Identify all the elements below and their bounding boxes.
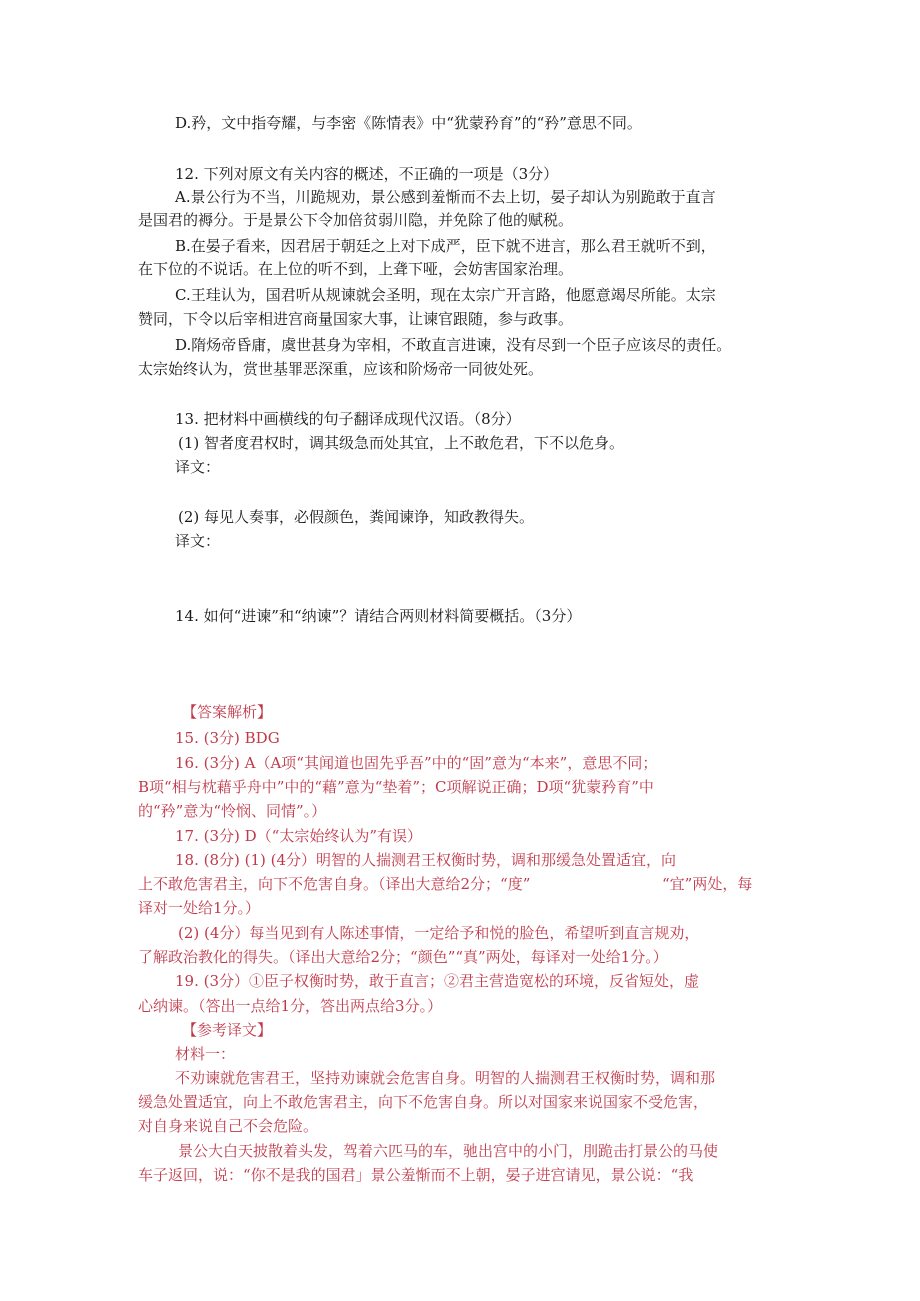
answer-18-part2-line2: 了解政治教化的得失。（译出大意给2分；“颜色”“真”两处，每译对一处给1分。）: [138, 948, 668, 966]
q13-translation-label-1: 译文：: [175, 458, 221, 476]
q13-stem: 13. 把材料中画横线的句子翻译成现代汉语。（8分）: [175, 410, 521, 428]
q13-sentence-2: (2) 每见人奏事，必假颜色，粪闻谏诤，知政教得失。: [178, 508, 535, 526]
q12-option-b-line1: B.在晏子看来，因君居于朝廷之上对下成严，臣下就不进言，那么君王就听不到，: [175, 237, 716, 255]
translation-p2-line2: 车子返回，说：“你不是我的国君」景公羞惭而不上朝，晏子进宫请见，景公说：“我: [138, 1166, 694, 1184]
answer-16-line2: B项“相与枕藉乎舟中”中的“藉”意为“垫着”；C项解说正确；D项“犹蒙矜育”中: [138, 778, 654, 796]
translation-header: 【参考译文】: [182, 1021, 273, 1039]
answer-16-line3: 的“矜”意为“怜悯、同情”。）: [138, 802, 327, 820]
answer-15: 15. (3分) BDG: [175, 729, 280, 747]
q12-option-a-line1: A.景公行为不当，川跪规劝，景公感到羞惭而不去上切，晏子却认为别跪敢于直言: [175, 188, 716, 206]
q13-translation-label-2: 译文：: [175, 532, 221, 550]
answer-19-line1: 19. (3分）①臣子权衡时势，敢于直言；②君主营造宽松的环境，反省短处，虚: [175, 972, 700, 990]
q14-stem: 14. 如何“进谏”和“纳谏”？请结合两则材料简要概括。（3分）: [175, 607, 582, 625]
q13-sentence-1: (1) 智者度君权时，调其级急而处其宜，上不敢危君，下不以危身。: [178, 434, 625, 452]
q12-option-a-line2: 是国君的褥分。于是景公下令加倍贫弱川隐，并免除了他的赋税。: [138, 211, 574, 229]
translation-p1-line2: 缓急处置适宜，向上不敢危害君主，向下不危害自身。所以对国家来说国家不受危害，: [138, 1093, 709, 1111]
q12-option-c-line1: C.王珪认为，国君听从规谏就会圣明，现在太宗广开言路，他愿意竭尽所能。太宗: [175, 286, 716, 304]
q12-option-b-line2: 在下位的不说话。在上位的听不到，上聋下哑，会妨害国家治理。: [138, 260, 574, 278]
q12-option-c-line2: 赞同，下令以后宰相进宫商量国家大事，让谏官跟随，参与政事。: [138, 310, 574, 328]
answer-18-line1: 18. (8分) (1) (4分）明智的人揣测君王权衡时势，调和那缓急处置适宜，向: [175, 851, 677, 869]
answer-19-line2: 心纳谏。（答出一点给1分，答出两点给3分。）: [138, 997, 443, 1015]
answer-17: 17. (3分) D（“太宗始终认为”有误）: [175, 827, 423, 845]
answer-18-line2b: “宜”两处，每: [662, 875, 753, 893]
translation-p2-line1: 景公大白天披散着头发，驾着六匹马的车，驰出宫中的小门，刖跪击打景公的马使: [178, 1142, 719, 1160]
answer-header: 【答案解析】: [182, 703, 273, 721]
answer-18-line3: 译对一处给1分。）: [138, 899, 261, 917]
q12-option-d-line2: 太宗始终认为，赏世基罪恶深重，应该和阶炀帝一同彼处死。: [138, 360, 544, 378]
answer-18-part2-line1: (2) (4分）每当见到有人陈述事情，一定给予和悦的脸色，希望听到直言规劝，: [178, 924, 700, 942]
translation-p1-line3: 对自身来说自己不会危险。: [138, 1117, 319, 1135]
q11-option-d: D.矜，文中指夸耀，与李密《陈情表》中“犹蒙矜育”的“矜”意思不同。: [175, 114, 642, 132]
answer-16-line1: 16. (3分) A（A项“其闻道也固先乎吾”中的“固”意为“本来”，意思不同；: [175, 754, 658, 772]
translation-material-1-label: 材料一：: [175, 1045, 236, 1063]
answer-18-line2a: 上不敢危害君主，向下不危害自身。（译出大意给2分；“度”: [138, 875, 531, 893]
translation-p1-line1: 不劝谏就危害君王，坚持劝谏就会危害自身。明智的人揣测君王权衡时势，调和那: [175, 1069, 716, 1087]
q12-stem: 12. 下列对原文有关内容的概述，不正确的一项是（3分）: [175, 165, 559, 183]
q12-option-d-line1: D.隋炀帝昏庸，虞世甚身为宰相，不敢直言进谏，没有尽到一个臣子应该尽的责任。: [175, 336, 732, 354]
